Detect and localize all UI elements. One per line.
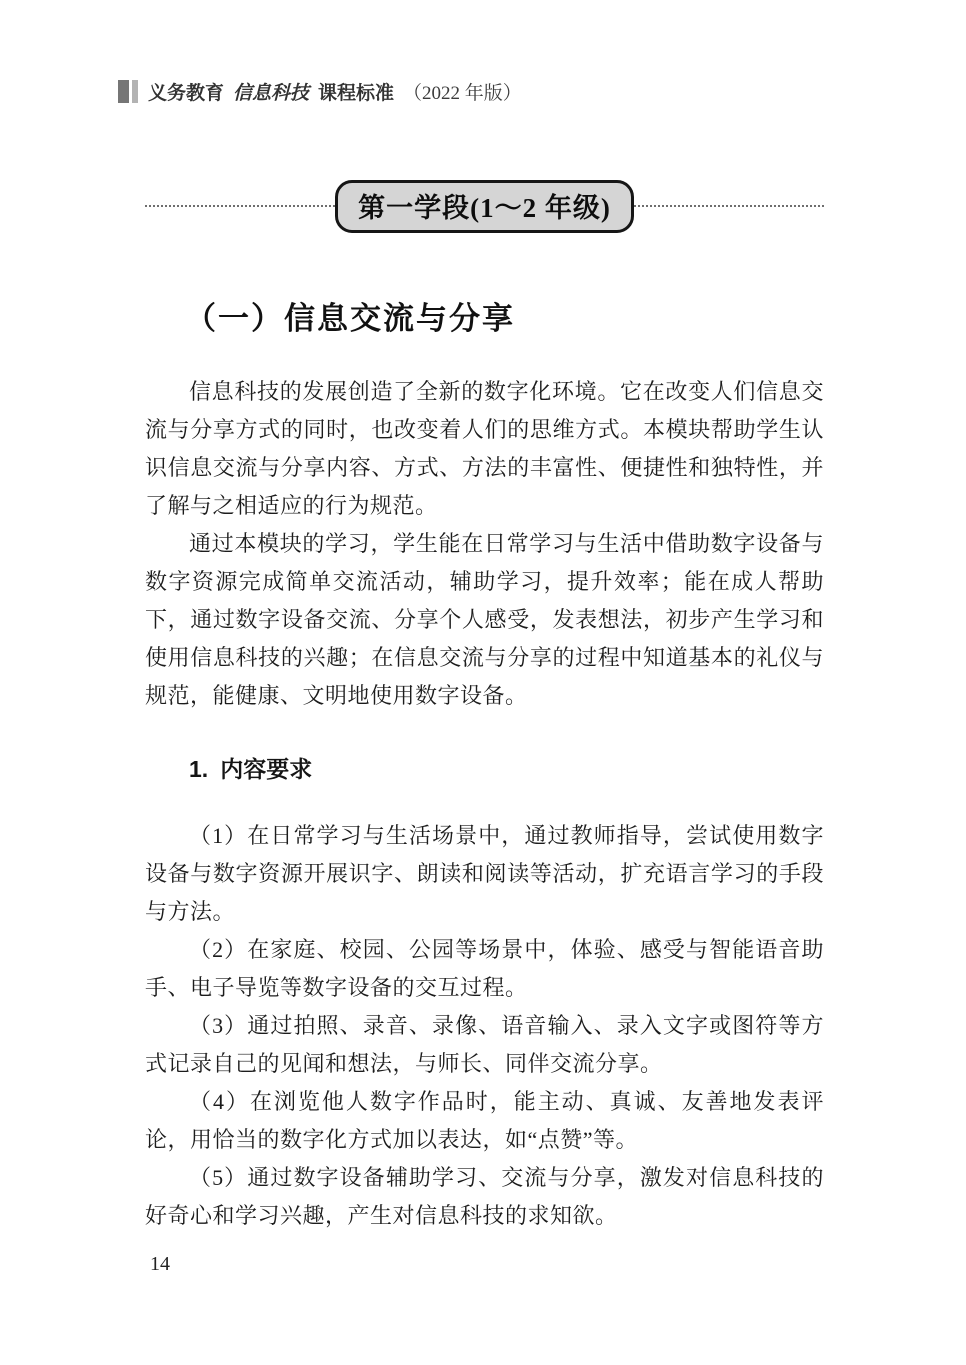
dotted-rule-right: [634, 205, 824, 207]
section-title: （一）信息交流与分享: [185, 301, 515, 336]
header-title-standard: 课程标准: [318, 82, 395, 104]
content-item-1: （1）在日常学习与生活场景中，通过教师指导，尝试使用数字设备与数字资源开展识字、朗读和阅读等活动，扩充语言学习的手段与方法。: [145, 823, 824, 924]
subsection-title: 内容要求: [220, 756, 313, 782]
intro-paragraph-2: 通过本模块的学习，学生能在日常学习与生活中借助数字设备与数字资源完成简单交流活动，辅助学习，提升效率；能在成人帮助下，通过数字设备交流、分享个人感受，发表想法，初步产生学习和使用信息科技的兴趣；在信息交流与分享的过程中知道基本的礼仪与规范，能健康、文明地使用数字设备。: [145, 531, 824, 708]
dotted-rule-left: [145, 205, 335, 207]
header-title-education: 义务教育: [148, 82, 225, 104]
intro-paragraph-1: 信息科技的发展创造了全新的数字化环境。它在改变人们信息交流与分享方式的同时，也改变着人们的思维方式。本模块帮助学生认识信息交流与分享内容、方式、方法的丰富性、便捷性和独特性，并了解与之相适应的行为规范。: [145, 379, 824, 518]
page-number: 14: [150, 1253, 170, 1275]
header-title-subject: 信息科技: [233, 82, 310, 104]
content-item-5: （5）通过数字设备辅助学习、交流与分享，激发对信息科技的好奇心和学习兴趣，产生对信息科技的求知欲。: [145, 1165, 824, 1228]
stage-badge: 第一学段(1～2 年级): [335, 180, 634, 233]
header-title-edition: （2022 年版）: [403, 82, 522, 104]
running-header: [118, 78, 824, 104]
content-item-4: （4）在浏览他人数字作品时，能主动、真诚、友善地发表评论，用恰当的数字化方式加以表达，如“点赞”等。: [145, 1089, 824, 1152]
content-item-2: （2）在家庭、校园、公园等场景中，体验、感受与智能语音助手、电子导览等数字设备的交互过程。: [145, 937, 824, 1000]
subsection-heading: [189, 751, 824, 784]
header-bar-light-icon: [132, 80, 138, 103]
content-item-3: （3）通过拍照、录音、录像、语音输入、录入文字或图符等方式记录自己的见闻和想法，与师长、同伴交流分享。: [145, 1013, 824, 1076]
header-bar-dark-icon: [118, 80, 129, 103]
stage-heading-row: [145, 183, 824, 229]
subsection-number: 1.: [189, 756, 209, 782]
